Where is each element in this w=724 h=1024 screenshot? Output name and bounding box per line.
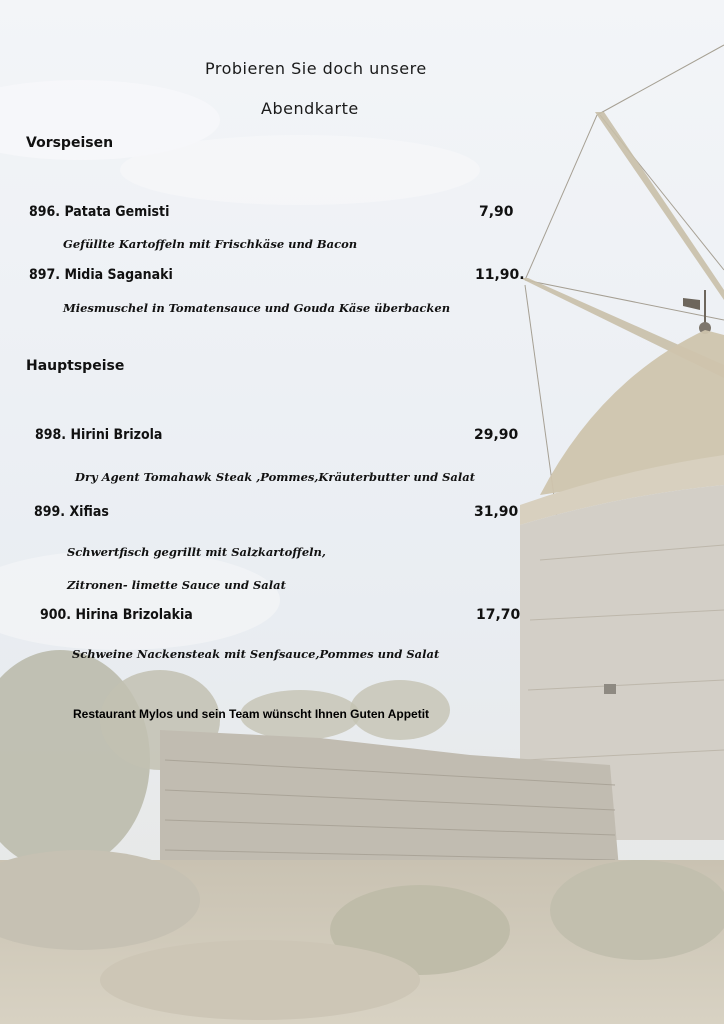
dish-name-896: 896. Patata Gemisti (29, 204, 170, 220)
dish-name-899: 899. Xifias (34, 504, 109, 520)
dish-name-897: 897. Midia Saganaki (29, 267, 173, 283)
dish-name-900: 900. Hirina Brizolakia (40, 607, 193, 623)
dish-desc-897: Miesmuschel in Tomatensauce und Gouda Käse überbacken (63, 301, 451, 315)
dish-desc-898: Dry Agent Tomahawk Steak ,Pommes,Kräuterbutter und Salat (75, 470, 476, 484)
dish-price-899: 31,90 (474, 504, 519, 520)
dish-price-897: 11,90. (475, 267, 525, 283)
menu-header-line1: Probieren Sie doch unsere (205, 59, 427, 78)
section-title-starters: Vorspeisen (26, 135, 114, 151)
dish-price-896: 7,90 (479, 204, 514, 220)
dish-price-898: 29,90 (474, 427, 519, 443)
dish-desc-900: Schweine Nackensteak mit Senfsauce,Pommes und Salat (72, 647, 440, 661)
section-title-mains: Hauptspeise (26, 358, 125, 374)
dish-desc-896: Gefüllte Kartoffeln mit Frischkäse und Bacon (63, 237, 358, 251)
dish-price-900: 17,70 (476, 607, 521, 623)
dish-name-898: 898. Hirini Brizola (35, 427, 163, 443)
footer-greeting: Restaurant Mylos und sein Team wünscht Ihnen Guten Appetit (73, 707, 430, 721)
menu-header-line2: Abendkarte (261, 99, 359, 118)
dish-desc-899-line2: Zitronen- limette Sauce und Salat (67, 578, 286, 592)
dish-desc-899-line1: Schwertfisch gegrillt mit Salzkartoffeln, (67, 545, 326, 559)
